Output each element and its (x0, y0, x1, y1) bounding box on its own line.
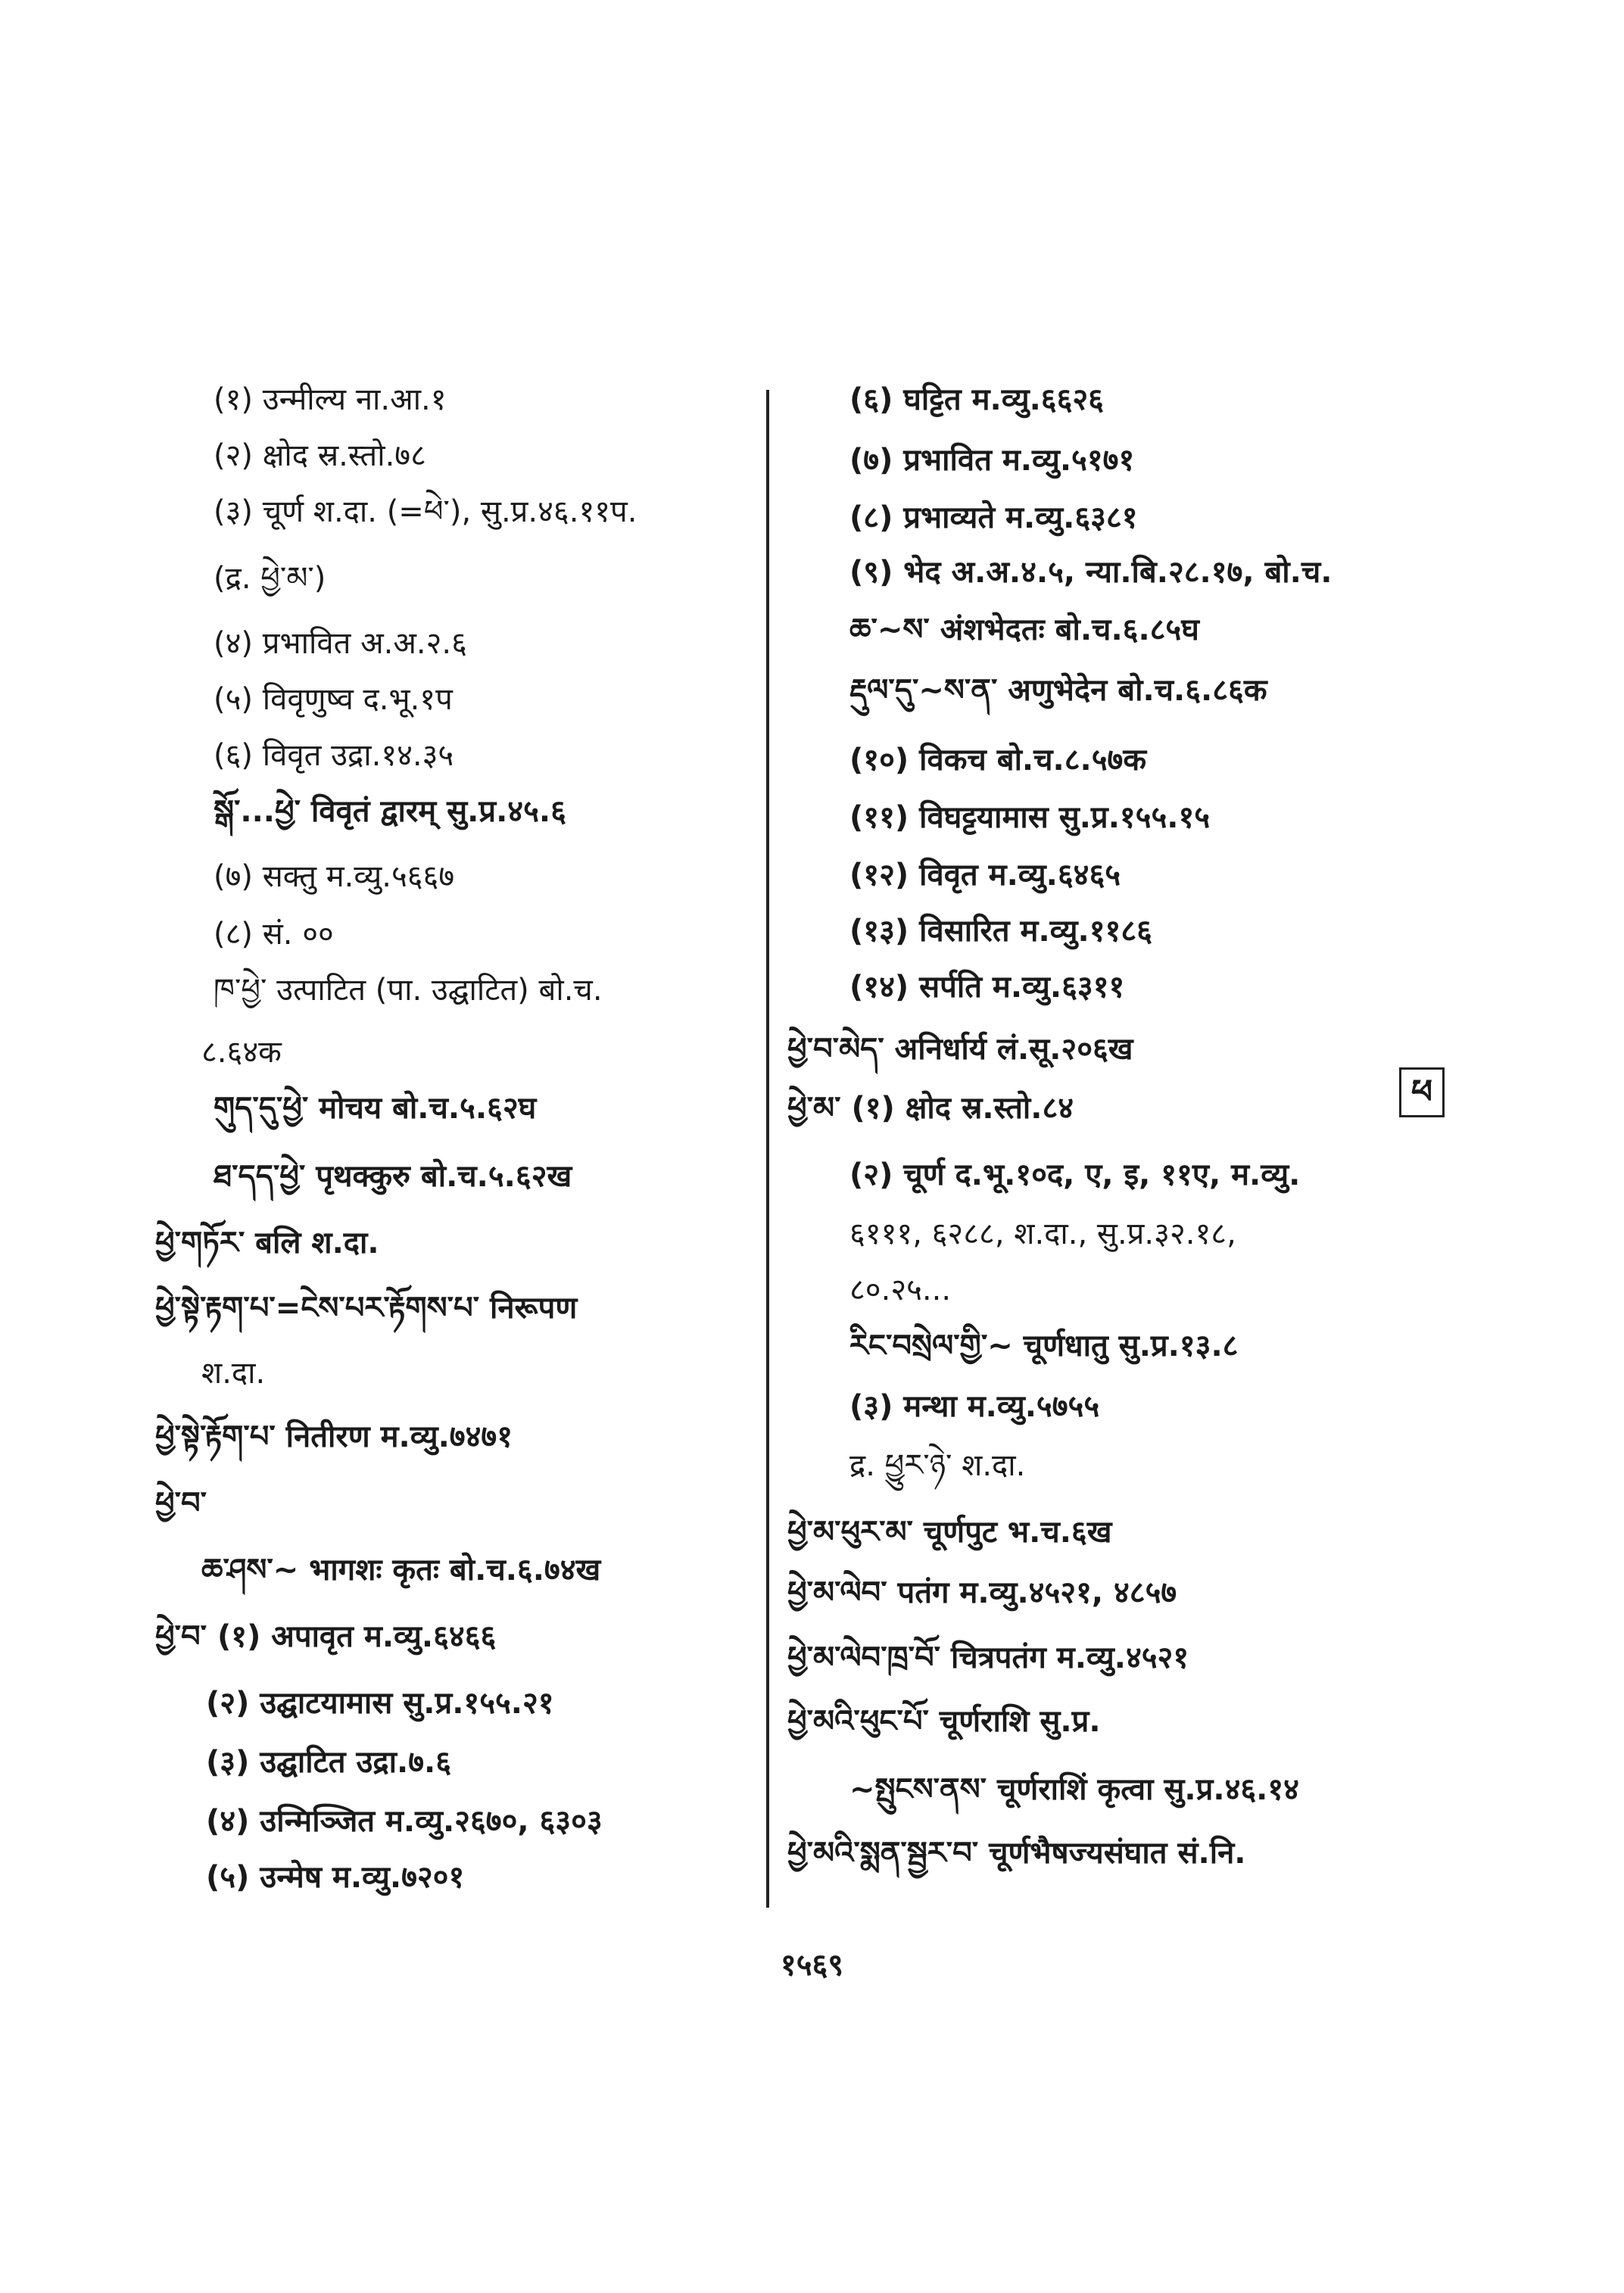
entry-line: ६१११, ६२८८, श.दा., सु.प्र.३२.१८, (849, 1217, 1236, 1251)
headword-line: ཕྱེ་བ་མེད་ अनिर्धार्य लं.सू.२०६ख (787, 1032, 1133, 1067)
headword-line: ཕྱེ་མ་ལེབ་ पतंग म.व्यु.४५२१, ४८५७ (787, 1575, 1177, 1610)
entry-line: (६) घट्टित म.व्यु.६६२६ (849, 382, 1104, 417)
headword-line: ཕྱེ་མ་ཕུར་མ་ चूर्णपुट भ.च.६ख (787, 1515, 1112, 1550)
headword-line: ཕྱེ་གཏོར་ बलि श.दा. (155, 1226, 379, 1260)
headword-line: ཕྱེ་མ་ལེབ་ཁྲ་བོ་ चित्रपतंग म.व्यु.४५२१ (787, 1640, 1189, 1675)
entry-line: (७) सक्तु म.व्यु.५६६७ (214, 859, 455, 894)
entry-line: (६) विवृत उद्रा.१४.३५ (214, 738, 454, 773)
entry-line: (१) उन्मील्य ना.आ.१ (214, 382, 447, 417)
entry-line: རྡུལ་དུ་~ས་ན་ अणुभेदेन बो.च.६.८६क (849, 673, 1267, 708)
entry-line: (१०) विकच बो.च.८.५७क (849, 743, 1147, 777)
entry-line: ~སྤུངས་ནས་ चूर्णराशिं कृत्वा सु.प्र.४६.१४ (849, 1772, 1299, 1807)
entry-line: (१३) विसारित म.व्यु.११८६ (849, 914, 1152, 949)
entry-line: (५) विवृणुष्व द.भू.१प (214, 682, 453, 717)
entry-line: (९) भेद अ.अ.४.५, न्या.बि.२८.१७, बो.च. (849, 555, 1333, 590)
entry-line: (३) चूर्ण श.दा. (=ཕེ་), सु.प्र.४६.११प. (214, 494, 637, 529)
entry-line: द्र. ཕྱུར་ཉེ་ श.दा. (849, 1448, 1026, 1483)
entry-line: (१४) सर्पति म.व्यु.६३११ (849, 970, 1125, 1005)
entry-line: གུད་དུ་ཕྱེ་ मोचय बो.च.५.६२घ (214, 1091, 537, 1126)
entry-line: ८०.२५... (849, 1273, 952, 1307)
entry-line: (११) विघट्टयामास सु.प्र.१५५.१५ (849, 800, 1211, 835)
headword-line: ཕྱེ་སྟེ་རྟོག་པ་ नितीरण म.व्यु.७४७१ (155, 1419, 513, 1454)
entry-line: (द्र. ཕྱེ་མ་) (214, 561, 326, 596)
entry-line: (३) उद्घाटित उद्रा.७.६ (206, 1745, 452, 1780)
headword-line: ཕྱེ་སྟེ་རྟག་པ་=ངེས་པར་རྟོགས་པ་ निरूपण (155, 1291, 578, 1326)
headword-line: ཕྱེ་བ་ (155, 1486, 207, 1521)
entry-line: (४) प्रभावित अ.अ.२.६ (214, 626, 467, 661)
entry-line: (२) चूर्ण द.भू.१०द, ए, इ, ११ए, म.व्यु. (849, 1157, 1301, 1192)
headword-line: ཕྱེ་མའི་ཕུང་པོ་ चूर्णराशि सु.प्र. (787, 1704, 1101, 1739)
entry-line: (१२) विवृत म.व्यु.६४६५ (849, 858, 1121, 893)
thumb-index-tab: ཕ (1399, 1067, 1445, 1117)
entry-line: ཆ་ཤས་~ भागशः कृतः बो.च.६.७४ख (201, 1553, 601, 1587)
column-divider (766, 390, 769, 1908)
entry-line: (५) उन्मेष म.व्यु.७२०१ (206, 1860, 465, 1895)
entry-line: ཆ་~ས་ अंशभेदतः बो.च.६.८५घ (849, 612, 1199, 647)
entry-line: (२) क्षोद स्र.स्तो.७८ (214, 438, 426, 473)
entry-line: (२) उद्घाटयामास सु.प्र.१५५.२१ (206, 1686, 554, 1721)
entry-line: རིང་བསྲེལ་གྱི་~ चूर्णधातु सु.प्र.१३.८ (849, 1329, 1239, 1363)
entry-line: སྒོ་...ཕྱེ་ विवृतं द्वारम् सु.प्र.४५.६ (214, 794, 566, 829)
entry-line: ཐ་དད་ཕྱེ་ पृथक्कुरु बो.च.५.६२ख (214, 1159, 572, 1194)
headword-line: ཕྱེ་མའི་སྨན་སྦྱར་བ་ चूर्णभैषज्यसंघात सं.नि. (787, 1836, 1246, 1871)
entry-line: (३) मन्था म.व्यु.५७५५ (849, 1389, 1100, 1424)
headword-line: ཕྱེ་མ་ (१) क्षोद स्र.स्तो.८४ (787, 1091, 1074, 1126)
entry-line: ८.६४क (201, 1035, 282, 1070)
entry-line: ཁ་ཕྱེ་ उत्पाटित (पा. उद्घाटित) बो.च. (214, 973, 603, 1008)
entry-line: (४) उन्मिञ्जित म.व्यु.२६७०, ६३०३ (206, 1804, 603, 1839)
page-number: १५६९ (780, 1948, 844, 1983)
headword-line: ཕྱེ་བ་ (१) अपावृत म.व्यु.६४६६ (155, 1619, 497, 1654)
entry-line: (८) प्रभाव्यते म.व्यु.६३८१ (849, 500, 1138, 535)
entry-line: (७) प्रभावित म.व्यु.५१७१ (849, 443, 1135, 478)
entry-line: (८) सं. ०० (214, 917, 334, 952)
entry-line: श.दा. (201, 1356, 266, 1391)
